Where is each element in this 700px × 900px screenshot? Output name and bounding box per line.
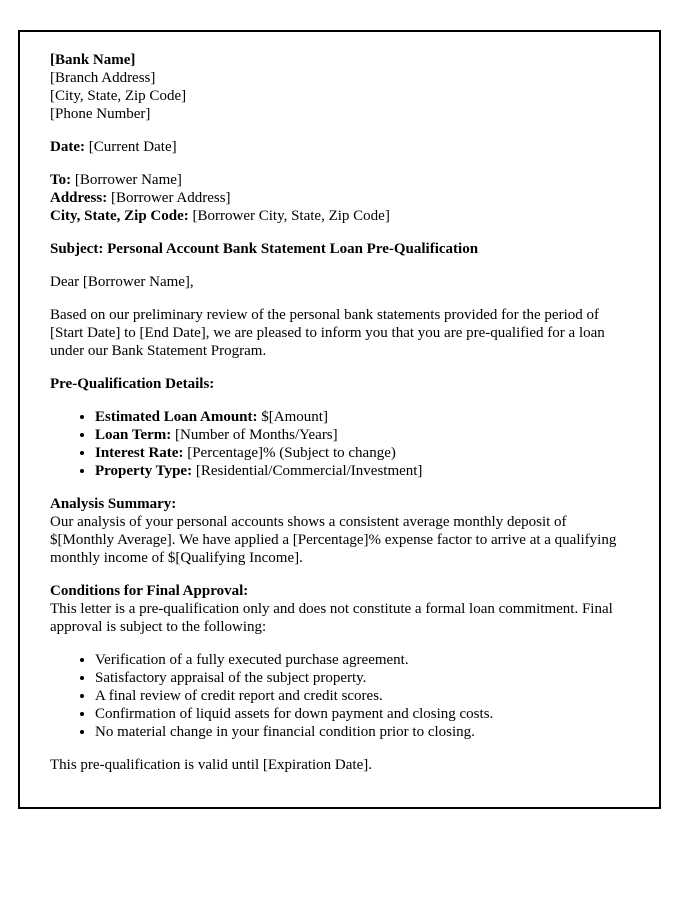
detail-property-type-label: Property Type: xyxy=(95,463,193,479)
conditions-heading: Conditions for Final Approval: xyxy=(50,583,249,599)
analysis-section xyxy=(50,495,629,567)
bank-name: [Bank Name] xyxy=(50,52,136,68)
recipient-block xyxy=(50,171,629,225)
subject-line: Subject: Personal Account Bank Statement Loan Pre-Qualification xyxy=(50,241,479,257)
recipient-address-line xyxy=(50,189,629,207)
details-heading: Pre-Qualification Details: xyxy=(50,376,215,392)
recipient-to-label: To: xyxy=(50,172,72,188)
condition-item-liquid-assets: • Confirmation of liquid assets for down payment and closing costs. xyxy=(95,705,629,723)
detail-loan-term-label: Loan Term: xyxy=(95,427,172,443)
date-value: [Current Date] xyxy=(88,139,177,155)
intro-paragraph: Based on our preliminary review of the personal bank statements provided for the period of [Start Date] to [End Date], we are pleased to inform you that you are pre-qualified for a loan under our Bank Statement Program. xyxy=(50,307,605,359)
bank-city-state-zip: [City, State, Zip Code] xyxy=(50,88,187,104)
detail-interest-rate-value: [Percentage]% (Subject to change) xyxy=(187,445,396,461)
analysis-body: Our analysis of your personal accounts shows a consistent average monthly deposit of $[Monthly Average]. We have applied a [Percentage]% expense factor to arrive at a qualifying monthly income of $[Qualifying Income]. xyxy=(50,514,617,566)
detail-loan-term-value: [Number of Months/Years] xyxy=(175,427,338,443)
conditions-list xyxy=(50,651,629,741)
date-line xyxy=(50,138,629,156)
conditions-section xyxy=(50,582,629,636)
detail-item-property-type xyxy=(95,462,629,480)
condition-item-appraisal: • Satisfactory appraisal of the subject property. xyxy=(95,669,629,687)
details-list xyxy=(50,408,629,480)
bank-header xyxy=(50,51,629,123)
detail-loan-amount-value: $[Amount] xyxy=(261,409,328,425)
detail-interest-rate-label: Interest Rate: xyxy=(95,445,184,461)
recipient-city-line xyxy=(50,207,629,225)
condition-item-financial-condition: • No material change in your financial condition prior to closing. xyxy=(95,723,629,741)
bank-phone: [Phone Number] xyxy=(50,106,151,122)
conditions-body: This letter is a pre-qualification only and does not constitute a formal loan commitment. Final approval is subject to the following: xyxy=(50,601,613,635)
validity-line: This pre-qualification is valid until [Expiration Date]. xyxy=(50,757,372,773)
analysis-heading: Analysis Summary: xyxy=(50,496,177,512)
detail-property-type-value: [Residential/Commercial/Investment] xyxy=(195,463,423,479)
bank-branch-address: [Branch Address] xyxy=(50,70,156,86)
recipient-to-line xyxy=(50,171,629,189)
condition-item-purchase-agreement: • Verification of a fully executed purchase agreement. xyxy=(95,651,629,669)
recipient-city-value: [Borrower City, State, Zip Code] xyxy=(192,208,390,224)
detail-item-interest-rate xyxy=(95,444,629,462)
date-label: Date: xyxy=(50,139,85,155)
letter-page xyxy=(18,30,661,809)
salutation: Dear [Borrower Name], xyxy=(50,274,194,290)
recipient-address-value: [Borrower Address] xyxy=(110,190,231,206)
recipient-city-label: City, State, Zip Code: xyxy=(50,208,189,224)
condition-item-credit-review: • A final review of credit report and credit scores. xyxy=(95,687,629,705)
detail-item-loan-amount xyxy=(95,408,629,426)
detail-loan-amount-label: Estimated Loan Amount: xyxy=(95,409,258,425)
detail-item-loan-term xyxy=(95,426,629,444)
recipient-to-value: [Borrower Name] xyxy=(74,172,182,188)
recipient-address-label: Address: xyxy=(50,190,108,206)
